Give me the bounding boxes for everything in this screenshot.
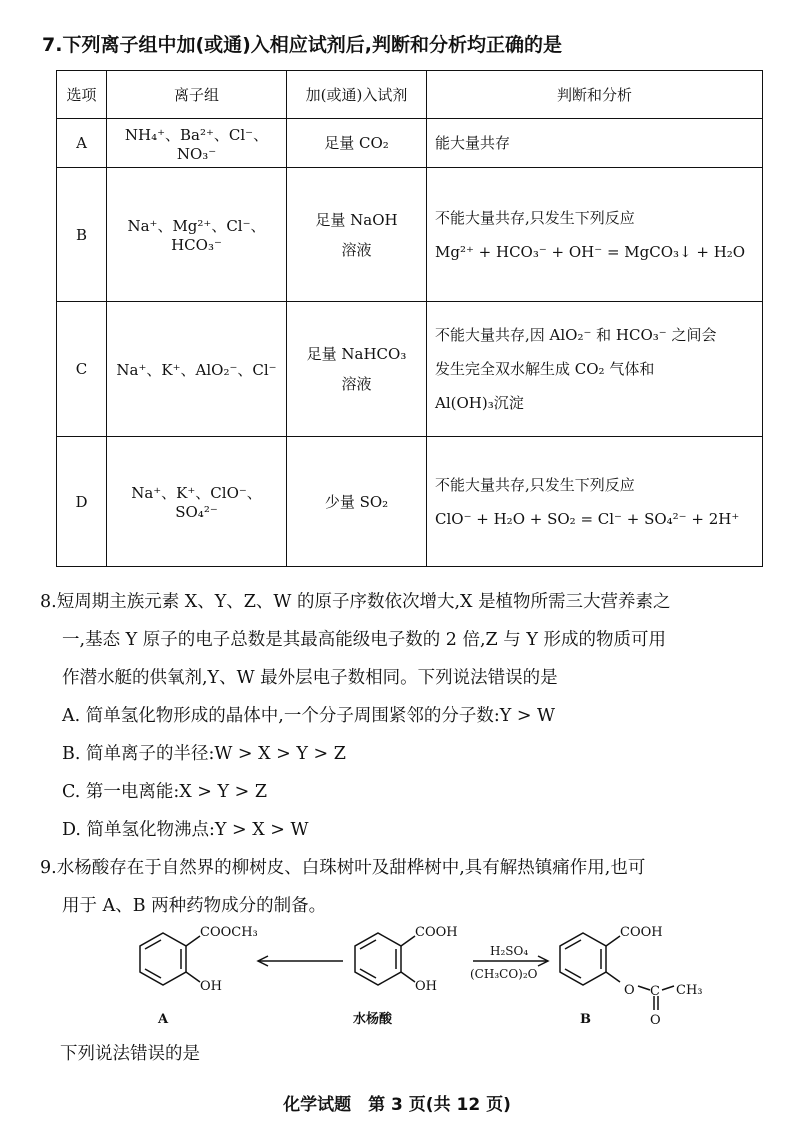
question-7-title: 7.下列离子组中加(或通)入相应试剂后,判断和分析均正确的是 <box>42 34 563 56</box>
row-option: B <box>57 168 107 302</box>
reagent-line: 足量 CO₂ <box>324 134 389 152</box>
q9-tail: 下列说法错误的是 <box>60 1044 200 1064</box>
q8-stem-line: 8.短周期主族元素 X、Y、Z、W 的原子序数依次增大,X 是植物所需三大营养素之 <box>40 592 671 612</box>
q8-option-c: C. 第一电离能:X > Y > Z <box>62 782 268 802</box>
q8-stem-line: 一,基态 Y 原子的电子总数是其最高能级电子数的 2 倍,Z 与 Y 形成的物质可用 <box>62 630 666 650</box>
reagent-line: 足量 NaOH <box>315 210 398 229</box>
row-ions: NH₄⁺、Ba²⁺、Cl⁻、NO₃⁻ <box>107 119 287 168</box>
analysis-line: 发生完全双水解生成 CO₂ 气体和 <box>435 360 655 378</box>
reagent-top: H₂SO₄ <box>490 944 529 958</box>
b-ester-ch3: CH₃ <box>676 983 703 998</box>
row-analysis <box>427 168 763 302</box>
reagent-bottom: (CH₃CO)₂O <box>470 967 538 981</box>
a-substituent-2: OH <box>200 979 222 994</box>
analysis-line: Mg²⁺ + HCO₃⁻ + OH⁻ = MgCO₃↓ + H₂O <box>435 242 746 261</box>
row-ions: Na⁺、K⁺、AlO₂⁻、Cl⁻ <box>107 302 287 437</box>
table-row-b <box>57 168 763 302</box>
salicylic-acid-label: 水杨酸 <box>353 1012 393 1027</box>
row-option: A <box>57 119 107 168</box>
b-ester-c: C <box>650 984 660 999</box>
row-reagent <box>287 437 427 567</box>
row-reagent <box>287 168 427 302</box>
analysis-line: 不能大量共存,只发生下列反应 <box>435 475 635 494</box>
question-8 <box>40 583 770 925</box>
reagent-line-2: 溶液 <box>341 240 372 259</box>
row-reagent <box>287 119 427 168</box>
mid-substituent-1: COOH <box>415 925 458 940</box>
header-reagent: 加(或通)入试剂 <box>287 71 427 119</box>
salicylic-acid-structure <box>355 933 415 985</box>
left-arrow <box>258 956 343 966</box>
reagent-line: 少量 SO₂ <box>324 492 389 511</box>
table-row-a <box>57 119 763 168</box>
a-substituent-1: COOCH₃ <box>200 925 258 940</box>
header-ions: 离子组 <box>107 71 287 119</box>
q8-option-a: A. 简单氢化物形成的晶体中,一个分子周围紧邻的分子数:Y > W <box>62 706 556 726</box>
q8-option-b: B. 简单离子的半径:W > X > Y > Z <box>62 744 346 764</box>
row-analysis <box>427 437 763 567</box>
header-analysis: 判断和分析 <box>427 71 763 119</box>
table-header-row <box>57 71 763 119</box>
q9-stem-line: 9.水杨酸存在于自然界的柳树皮、白珠树叶及甜桦树中,具有解热镇痛作用,也可 <box>40 858 646 878</box>
analysis-line: 不能大量共存,因 AlO₂⁻ 和 HCO₃⁻ 之间会 <box>435 326 717 344</box>
b-ester-o: O <box>624 983 635 998</box>
row-ions: Na⁺、Mg²⁺、Cl⁻、HCO₃⁻ <box>107 168 287 302</box>
q9-stem-line: 用于 A、B 两种药物成分的制备。 <box>62 896 327 916</box>
analysis-line: ClO⁻ + H₂O + SO₂ = Cl⁻ + SO₄²⁻ + 2H⁺ <box>435 509 740 528</box>
q8-stem-line: 作潜水艇的供氧剂,Y、W 最外层电子数相同。下列说法错误的是 <box>62 668 558 688</box>
ion-table <box>56 70 763 567</box>
row-analysis <box>427 302 763 437</box>
compound-a-label: A <box>158 1012 169 1027</box>
compound-a-structure <box>140 933 200 985</box>
analysis-line: 能大量共存 <box>435 134 511 152</box>
row-reagent <box>287 302 427 437</box>
reagent-line-2: 溶液 <box>341 375 372 393</box>
row-option: D <box>57 437 107 567</box>
analysis-line: Al(OH)₃沉淀 <box>435 394 524 412</box>
row-option: C <box>57 302 107 437</box>
b-carbonyl-o: O <box>650 1013 661 1028</box>
b-substituent-1: COOH <box>620 925 663 940</box>
reaction-scheme <box>128 918 708 1033</box>
row-analysis <box>427 119 763 168</box>
mid-substituent-2: OH <box>415 979 437 994</box>
analysis-line: 不能大量共存,只发生下列反应 <box>435 208 635 227</box>
header-option: 选项 <box>57 71 107 119</box>
page-footer: 化学试题 第 3 页(共 12 页) <box>283 1095 511 1115</box>
reagent-line: 足量 NaHCO₃ <box>306 345 407 363</box>
row-ions: Na⁺、K⁺、ClO⁻、SO₄²⁻ <box>107 437 287 567</box>
table-row-c <box>57 302 763 437</box>
compound-b-label: B <box>580 1012 591 1027</box>
q8-option-d: D. 简单氢化物沸点:Y > X > W <box>62 820 309 840</box>
table-row-d <box>57 437 763 567</box>
